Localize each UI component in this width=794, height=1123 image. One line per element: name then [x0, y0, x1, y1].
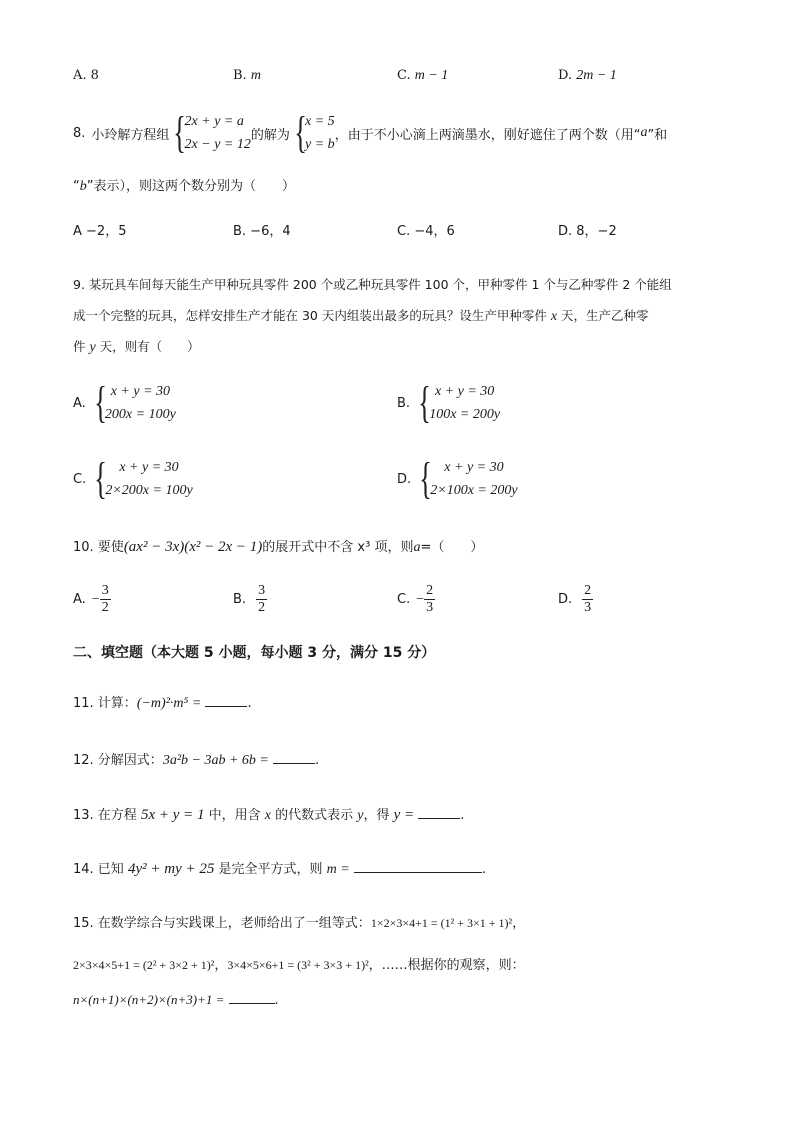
left-brace-icon: {	[418, 378, 431, 427]
q10-option-c-sign: −	[416, 591, 425, 607]
q8-line2	[73, 175, 295, 195]
q13-text-3: 的代数式表示	[271, 808, 358, 823]
q10-option-a-label: A.	[73, 592, 86, 607]
q10-option-c-fraction	[424, 583, 435, 616]
q9-line2	[73, 306, 649, 325]
numerator: 2	[584, 583, 592, 598]
q14-answer-blank[interactable]	[354, 858, 482, 873]
left-brace-icon: {	[173, 108, 187, 157]
q15-eq-c: 3×4×5×6+1 = (3² + 3×3 + 1)²	[227, 958, 369, 972]
q10-option-d-fraction	[582, 583, 593, 616]
q13-text-1: 13. 在方程	[73, 808, 141, 823]
q9-line2-a: 成一个完整的玩具，怎样安排生产才能在 30 天内组装出最多的玩具？设生产甲种零件	[73, 308, 551, 323]
q9-var-y: y	[89, 340, 96, 355]
q9-line1: 9. 某玩具车间每天能生产甲种玩具零件 200 个或乙种玩具零件 100 个，甲种零件 1 个与乙种零件 2 个能组	[73, 277, 672, 292]
q15-sep: ，	[214, 958, 228, 973]
q10-option-c-label: C.	[397, 592, 411, 607]
q10-line	[73, 536, 483, 556]
q15-eq-b: 2×3×4×5+1 = (2² + 3×2 + 1)²	[73, 958, 215, 972]
q10-var-a: a	[413, 540, 421, 555]
q15-period: .	[274, 993, 279, 1008]
left-brace-icon: {	[294, 108, 307, 157]
q8-var-a: a	[640, 125, 648, 140]
q9-option-b-row1: x + y = 30	[434, 384, 495, 399]
q13-lhs: y =	[393, 807, 415, 823]
q8-line1	[73, 110, 667, 156]
q8-equation-system	[169, 110, 250, 156]
numerator: 2	[426, 583, 434, 598]
left-brace-icon: {	[94, 454, 108, 503]
denominator: 3	[584, 600, 592, 615]
q9-option-b-label: B.	[397, 395, 411, 411]
q13-period: .	[460, 808, 465, 823]
q7-option-c-label: C.	[397, 68, 415, 83]
q15-line1	[73, 912, 525, 931]
q10-option-b	[233, 583, 267, 616]
q12-prefix: 12. 分解因式：	[73, 753, 163, 768]
q8-sol2: y = b	[305, 137, 335, 152]
q10-option-b-fraction	[256, 583, 267, 616]
denominator: 2	[101, 600, 109, 615]
q9-option-c-row1: x + y = 30	[119, 460, 179, 475]
q9-line3-b: 天，则有（ ）	[95, 339, 200, 354]
q7-option-b-math: m	[250, 68, 261, 83]
denominator: 3	[426, 600, 434, 615]
q8-line2-rest: ”表示），则这两个数分别为（ ）	[86, 179, 295, 194]
q8-eq1: 2x + y = a	[184, 114, 244, 129]
q7-option-b	[233, 68, 261, 84]
q14-expression: 4y² + my + 25	[127, 861, 215, 877]
section-heading: 二、填空题（本大题 5 小题，每小题 3 分，满分 15 分）	[73, 645, 436, 661]
q9-option-b-system	[414, 380, 500, 426]
q9-option-a-label: A.	[73, 395, 86, 411]
q9-option-c-label: C.	[73, 471, 87, 487]
q14-period: .	[481, 862, 486, 877]
q12-line	[73, 749, 319, 769]
q10-option-a	[73, 583, 111, 616]
q9-option-d-label: D.	[397, 471, 412, 487]
q8-eq2: 2x − y = 12	[184, 137, 251, 152]
q10-text-3: =（ ）	[420, 540, 484, 555]
q9-option-d-row1: x + y = 30	[444, 460, 504, 475]
q15-line3	[73, 989, 279, 1008]
q10-option-a-sign: −	[91, 591, 100, 607]
q9-option-a-row1: x + y = 30	[110, 384, 171, 399]
q13-text-2: 中，用含	[204, 808, 265, 823]
q15-text-2: ，……根据你的观察，则：	[368, 958, 525, 973]
left-brace-icon: {	[419, 454, 433, 503]
q14-text-2: 是完全平方式，则	[214, 862, 327, 877]
q8-sol1: x = 5	[305, 114, 335, 129]
q9-var-x: x	[550, 309, 558, 324]
q9-option-a-row2: 200x = 100y	[104, 407, 176, 422]
q10-text-2: 的展开式中不含 x³ 项，则	[262, 540, 414, 555]
q7-option-d-math: 2m − 1	[576, 68, 617, 83]
q7-option-a	[73, 68, 99, 83]
q7-option-b-label: B.	[233, 68, 251, 83]
q15-eq-d: n×(n+1)×(n+2)×(n+3)+1 =	[73, 992, 225, 1007]
q15-answer-blank[interactable]	[229, 989, 275, 1004]
q10-option-b-label: B.	[233, 592, 247, 607]
q9-option-d	[397, 456, 518, 502]
q9-option-a	[73, 380, 176, 426]
q15-text-1: 15. 在数学综合与实践课上，老师给出了一组等式：	[73, 916, 371, 931]
denominator: 2	[258, 600, 266, 615]
q9-option-b-row2: 100x = 200y	[429, 407, 501, 422]
q7-option-d	[558, 68, 617, 84]
q9-line3-a: 件	[73, 339, 90, 354]
q9-line2-b: 天，生产乙种零	[557, 308, 649, 323]
q12-period: .	[315, 753, 320, 768]
q8-text-1: 小玲解方程组	[91, 127, 170, 143]
q10-expression: (ax² − 3x)(x² − 2x − 1)	[123, 539, 263, 555]
q10-option-d-label: D.	[558, 592, 573, 607]
q7-option-d-label: D.	[558, 68, 577, 83]
q9-option-c-system	[90, 456, 192, 502]
q13-answer-blank[interactable]	[418, 804, 460, 819]
q9-option-c-row2: 2×200x = 100y	[105, 483, 193, 498]
q9-option-a-system	[90, 380, 176, 426]
q8-text-4: ”和	[647, 127, 668, 143]
q10-option-a-fraction	[100, 583, 111, 616]
q9-option-d-system	[415, 456, 517, 502]
left-brace-icon: {	[94, 378, 107, 427]
numerator: 3	[101, 583, 109, 598]
q8-number: 8.	[73, 125, 86, 141]
q9-option-b	[397, 380, 500, 426]
q11-line	[73, 692, 252, 712]
q8-text-2: 的解为	[250, 127, 290, 143]
q8-quote-open: “	[73, 179, 80, 194]
q8-option-c: C. −4，6	[397, 224, 455, 239]
q13-text-4: ，得	[363, 808, 394, 823]
q8-solution-system	[290, 110, 335, 156]
q8-text-3: ，由于不小心滴上两滴墨水，刚好遮住了两个数（用“	[334, 127, 641, 143]
q8-var-b: b	[79, 179, 87, 194]
q12-expression: 3a²b − 3ab + 6b =	[162, 753, 269, 768]
q15-comma-1: ，	[512, 916, 526, 931]
q11-period: .	[247, 696, 252, 711]
q9-line3	[73, 337, 200, 356]
q15-line2	[73, 954, 525, 973]
q8-option-a: A −2，5	[73, 224, 127, 239]
q10-text-1: 10. 要使	[73, 540, 124, 555]
q9-option-c	[73, 456, 193, 502]
q11-answer-blank[interactable]	[205, 692, 247, 707]
q14-line	[73, 858, 486, 878]
q14-lhs: m =	[326, 862, 350, 877]
q12-answer-blank[interactable]	[273, 749, 315, 764]
q8-option-b: B. −6，4	[233, 224, 291, 239]
q13-line	[73, 804, 464, 824]
q9-option-d-row2: 2×100x = 200y	[430, 483, 518, 498]
q7-option-c-math: m − 1	[414, 68, 449, 83]
q14-text-1: 14. 已知	[73, 862, 128, 877]
q8-option-d: D. 8，−2	[558, 224, 617, 239]
q7-option-a-text: A. 8	[73, 68, 99, 83]
q13-var-y: y	[357, 808, 364, 823]
q7-option-c	[397, 68, 448, 84]
numerator: 3	[258, 583, 266, 598]
q13-var-x: x	[264, 808, 271, 823]
q11-prefix: 11. 计算：	[73, 696, 137, 711]
q15-eq-a: 1×2×3×4+1 = (1² + 3×1 + 1)²	[370, 916, 513, 930]
q11-expression: (−m)²·m⁵ =	[136, 696, 202, 711]
q10-option-d	[558, 583, 593, 616]
q10-option-c	[397, 583, 435, 616]
q13-equation: 5x + y = 1	[140, 807, 205, 823]
